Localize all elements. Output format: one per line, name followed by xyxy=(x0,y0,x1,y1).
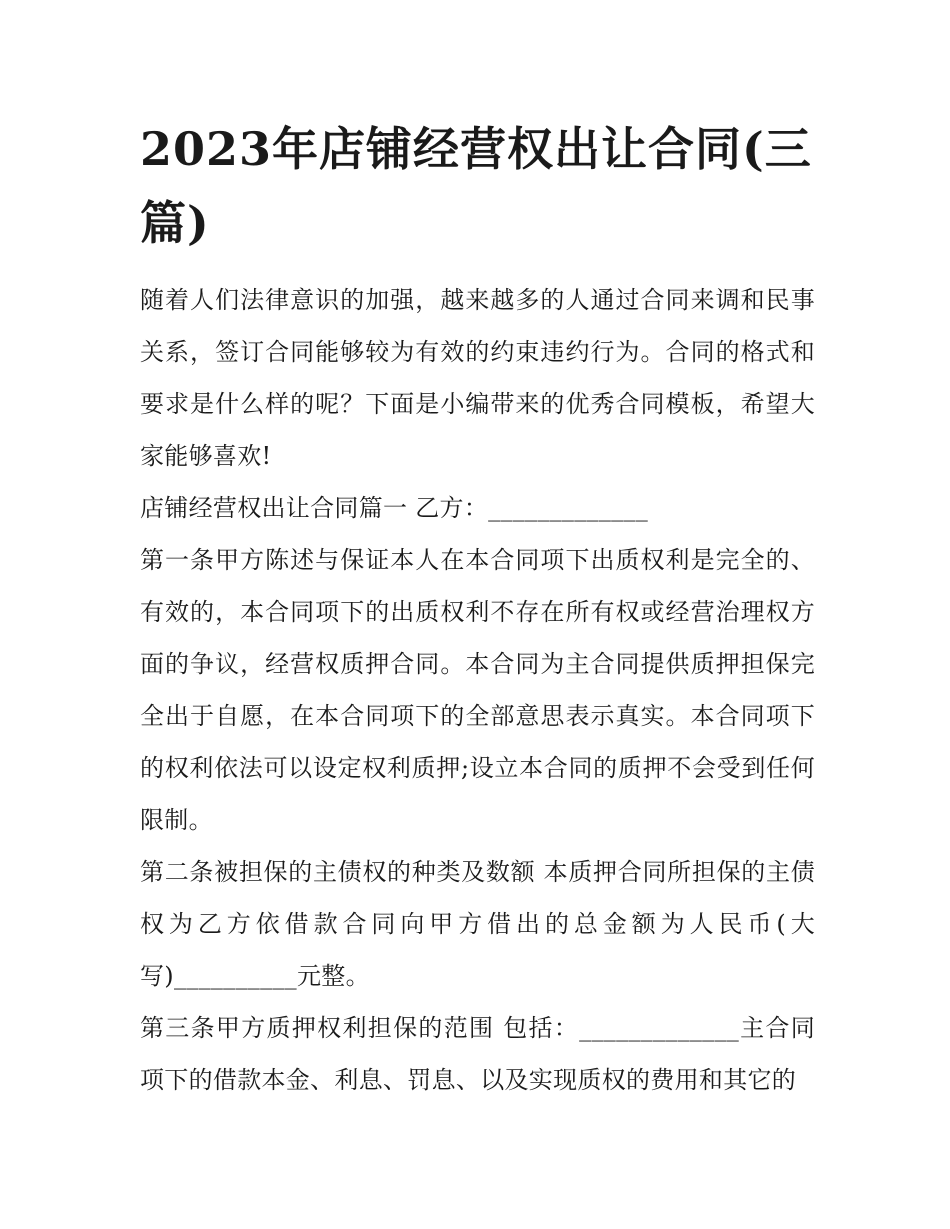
document-title: 2023年店铺经营权出让合同(三篇) xyxy=(140,122,812,250)
article-3-paragraph: 第三条甲方质押权利担保的范围 包括：_____________主合同项下的借款本金、利息、罚息、以及实现质权的费用和其它的 xyxy=(140,1014,815,1094)
article-1-paragraph: 第一条甲方陈述与保证本人在本合同项下出质权利是完全的、有效的，本合同项下的出质权利不存在所有权或经营治理权方面的争议，经营权质押合同。本合同为主合同提供质押担保完全出于自愿，在本合同项下的全部意思表示真实。本合同项下的权利依法可以设定权利质押;设立本合同的质押不会受到任何限制。 xyxy=(140,546,815,834)
intro-paragraph: 随着人们法律意识的加强，越来越多的人通过合同来调和民事关系，签订合同能够较为有效的约束违约行为。合同的格式和要求是什么样的呢？下面是小编带来的优秀合同模板，希望大家能够喜欢! xyxy=(140,286,815,470)
contract-heading-line: 店铺经营权出让合同篇一 乙方：_____________ xyxy=(140,494,649,522)
document-page xyxy=(140,112,815,1106)
article-2-paragraph: 第二条被担保的主债权的种类及数额 本质押合同所担保的主债权为乙方依借款合同向甲方借出的总金额为人民币(大写)__________元整。 xyxy=(140,858,815,990)
